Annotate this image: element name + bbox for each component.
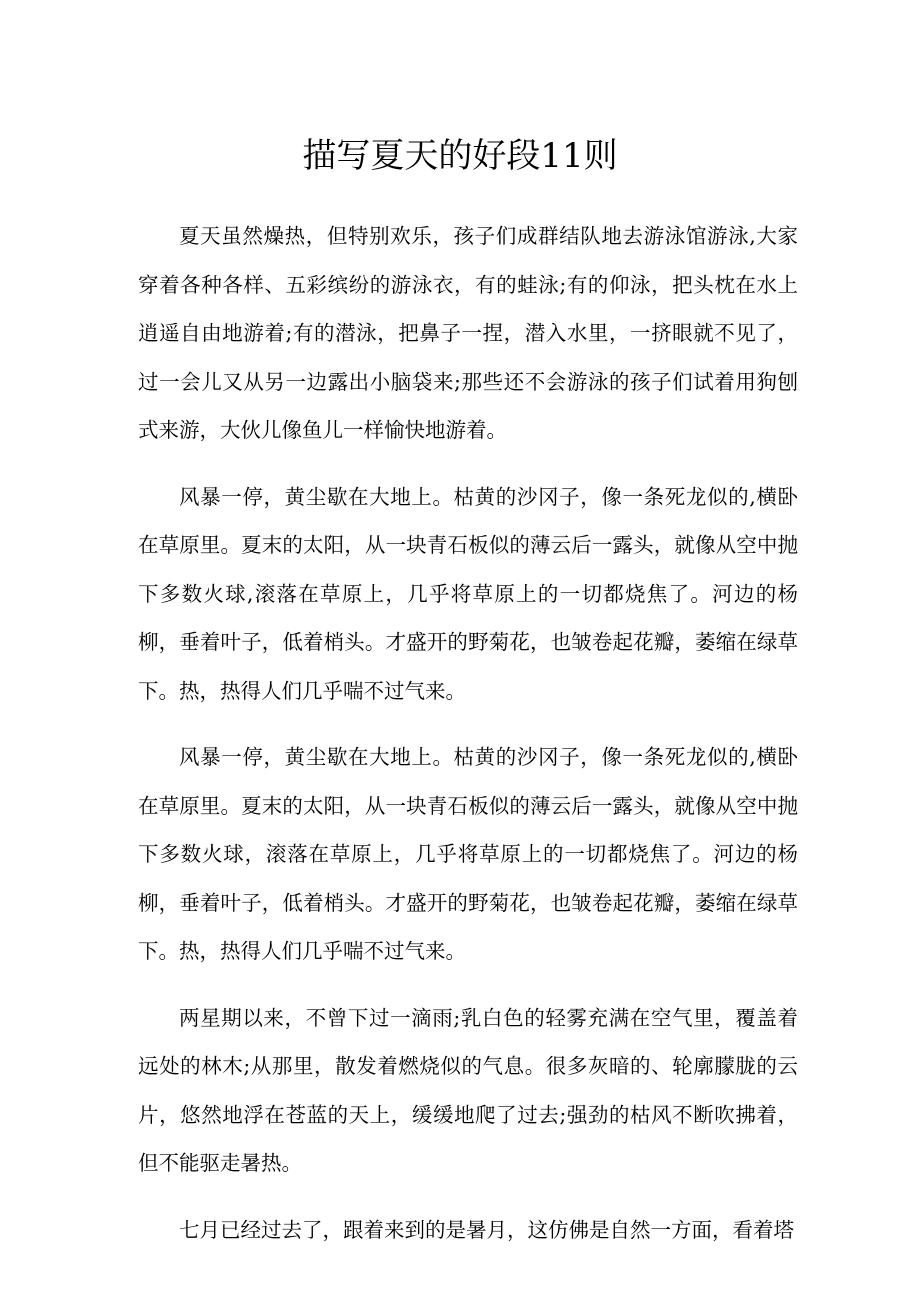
paragraph-1: 夏天虽然燥热，但特别欢乐，孩子们成群结队地去游泳馆游泳,大家穿着各种各样、五彩缤纷的游泳衣，有的蛙泳;有的仰泳，把头枕在水上逍遥自由地游着;有的潜泳，把鼻子一捏，潜入水里，一挤眼就不见了，过一会儿又从另一边露出小脑袋来;那些还不会游泳的孩子们试着用狗刨式来游，大伙儿像鱼儿一样愉快地游着。 xyxy=(138,224,798,442)
paragraph-4: 两星期以来，不曾下过一滴雨;乳白色的轻雾充满在空气里，覆盖着远处的林木;从那里，散发着燃烧似的气息。很多灰暗的、轮廓朦胧的云片，悠然地浮在苍蓝的天上，缓缓地爬了过去;强劲的枯风不断吹拂着，但不能驱走暑热。 xyxy=(138,1005,798,1175)
paragraph-3: 风暴一停，黄尘歇在大地上。枯黄的沙冈子，像一条死龙似的,横卧在草原里。夏末的太阳，从一块青石板似的薄云后一露头，就像从空中抛下多数火球，滚落在草原上，几乎将草原上的一切都烧焦了。河边的杨柳，垂着叶子，低着梢头。才盛开的野菊花，也皱卷起花瓣，萎缩在绿草下。热，热得人们几乎喘不过气来。 xyxy=(138,745,798,963)
paragraph-5: 七月已经过去了，跟着来到的是暑月，这仿佛是自然一方面，看着塔 xyxy=(179,1217,794,1242)
paragraph-2: 风暴一停，黄尘歇在大地上。枯黄的沙冈子，像一条死龙似的,横卧在草原里。夏末的太阳，从一块青石板似的薄云后一露头，就像从空中抛下多数火球,滚落在草原上，几乎将草原上的一切都烧焦了。河边的杨柳，垂着叶子，低着梢头。才盛开的野菊花，也皱卷起花瓣，萎缩在绿草下。热，热得人们几乎喘不过气来。 xyxy=(138,484,798,703)
document-title: 描写夏天的好段11则 xyxy=(302,136,618,176)
document-body xyxy=(138,212,798,1272)
